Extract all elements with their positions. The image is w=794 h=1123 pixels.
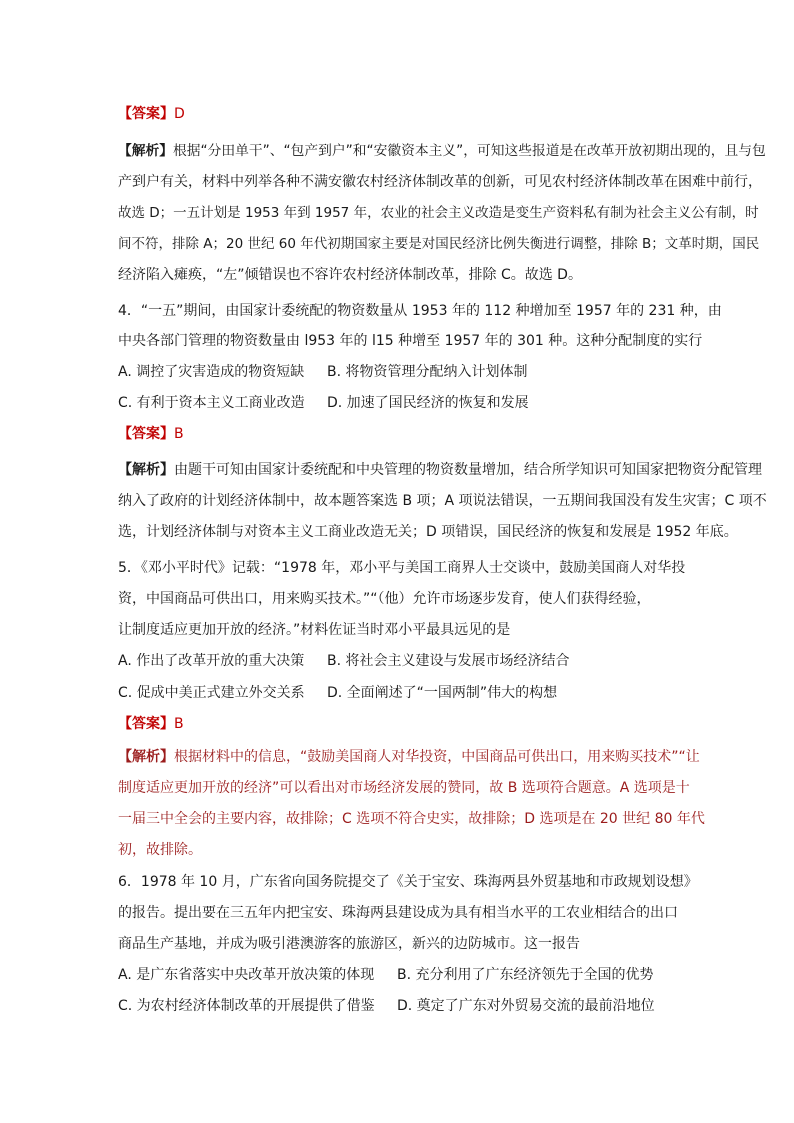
explanation-tag: 【解析】 xyxy=(118,749,174,765)
q5-answer xyxy=(118,714,184,734)
q4-explanation-line-1: 【解析】由题干可知由国家计委统配和中央管理的物资数量增加，结合所学知识可知国家把物资分配管理 xyxy=(118,462,762,478)
q5-explanation-line-1: 【解析】根据材料中的信息，“鼓励美国商人对华投资，中国商品可供出口，用来购买技术”“让 xyxy=(118,749,700,765)
q4-stem-line-1: 4．“一五”期间，由国家计委统配的物资数量从 1953 年的 112 种增加至 1957 年的 231 种，由 xyxy=(118,303,722,319)
q4-option-c: C. 有利于资本主义工商业改造 xyxy=(118,395,305,411)
q3-explanation-line-2: 产到户有关，材料中列举各种不满安徽农村经济体制改革的创新，可见农村经济体制改革在困难中前行， xyxy=(118,174,762,190)
q3-answer xyxy=(118,104,185,124)
q6-stem-line-2: 的报告。提出要在三五年内把宝安、珠海两县建设成为具有相当水平的工农业相结合的出口 xyxy=(118,905,678,921)
q6-option-a: A. 是广东省落实中央改革开放决策的体现 xyxy=(118,967,375,983)
q6-stem-line-1: 6．1978 年 10 月，广东省向国务院提交了《关于宝安、珠海两县外贸基地和市政规划设想》 xyxy=(118,874,698,890)
q4-answer xyxy=(118,424,184,444)
q4-option-d: D. 加速了国民经济的恢复和发展 xyxy=(327,395,529,411)
q3-explanation-line-3: 故选 D；一五计划是 1953 年到 1957 年，农业的社会主义改造是变生产资料私有制为社会主义公有制，时 xyxy=(118,205,759,221)
q4-explanation-line-2: 纳入了政府的计划经济体制中，故本题答案选 B 项；A 项说法错误，一五期间我国没有发生灾害；C 项不 xyxy=(118,493,767,509)
answer-tag: 【答案】 xyxy=(118,106,174,122)
q5-option-b: B. 将社会主义建设与发展市场经济结合 xyxy=(327,653,570,669)
q5-option-c: C. 促成中美正式建立外交关系 xyxy=(118,685,305,701)
explanation-tag: 【解析】 xyxy=(118,143,174,159)
q5-stem-line-3: 让制度适应更加开放的经济。”材料佐证当时邓小平最具远见的是 xyxy=(118,622,511,638)
q3-explanation-line-4: 间不符，排除 A；20 世纪 60 年代初期国家主要是对国民经济比例失衡进行调整，排除 B；文革时期，国民 xyxy=(118,236,760,252)
answer-value: D xyxy=(174,106,185,122)
q5-stem-line-2: 资，中国商品可供出口，用来购买技术。”“（他）允许市场逐步发育，使人们获得经验， xyxy=(118,591,651,607)
answer-tag: 【答案】 xyxy=(118,426,174,442)
q5-option-d: D. 全面阐述了“一国两制”伟大的构想 xyxy=(327,685,558,701)
q5-explanation-line-4: 初，故排除。 xyxy=(118,842,202,858)
q3-explanation-line-5: 经济陷入瘫痪，“左”倾错误也不容许农村经济体制改革，排除 C。故选 D。 xyxy=(118,267,582,283)
explanation-tag: 【解析】 xyxy=(118,462,174,478)
q6-stem-line-3: 商品生产基地，并成为吸引港澳游客的旅游区，新兴的边防城市。这一报告 xyxy=(118,936,580,952)
q5-explanation-line-3: 一届三中全会的主要内容，故排除；C 选项不符合史实，故排除；D 选项是在 20 世纪 80 年代 xyxy=(118,811,705,827)
answer-tag: 【答案】 xyxy=(118,716,174,732)
answer-value: B xyxy=(174,716,184,732)
q6-option-b: B. 充分利用了广东经济领先于全国的优势 xyxy=(397,967,654,983)
q6-option-d: D. 奠定了广东对外贸易交流的最前沿地位 xyxy=(397,998,655,1014)
q4-option-b: B. 将物资管理分配纳入计划体制 xyxy=(327,364,528,380)
q4-explanation-line-3: 选，计划经济体制与对资本主义工商业改造无关；D 项错误，国民经济的恢复和发展是 1952 年底。 xyxy=(118,524,738,540)
q6-option-c: C. 为农村经济体制改革的开展提供了借鉴 xyxy=(118,998,375,1014)
q5-stem-line-1: 5．《邓小平时代》记载：“1978 年，邓小平与美国工商界人士交谈中，鼓励美国商人对华投 xyxy=(118,560,686,576)
q4-option-a: A. 调控了灾害造成的物资短缺 xyxy=(118,364,305,380)
answer-value: B xyxy=(174,426,184,442)
q3-explanation-line-1: 【解析】根据“分田单干”、“包产到户”和“安徽资本主义”，可知这些报道是在改革开放初期出现的，且与包 xyxy=(118,143,766,159)
q5-option-a: A. 作出了改革开放的重大决策 xyxy=(118,653,305,669)
q4-stem-line-2: 中央各部门管理的物资数量由 l953 年的 l15 种增至 1957 年的 301 种。这种分配制度的实行 xyxy=(118,333,703,349)
q5-explanation-line-2: 制度适应更加开放的经济”可以看出对市场经济发展的赞同，故 B 选项符合题意。A 选项是十 xyxy=(118,780,690,796)
